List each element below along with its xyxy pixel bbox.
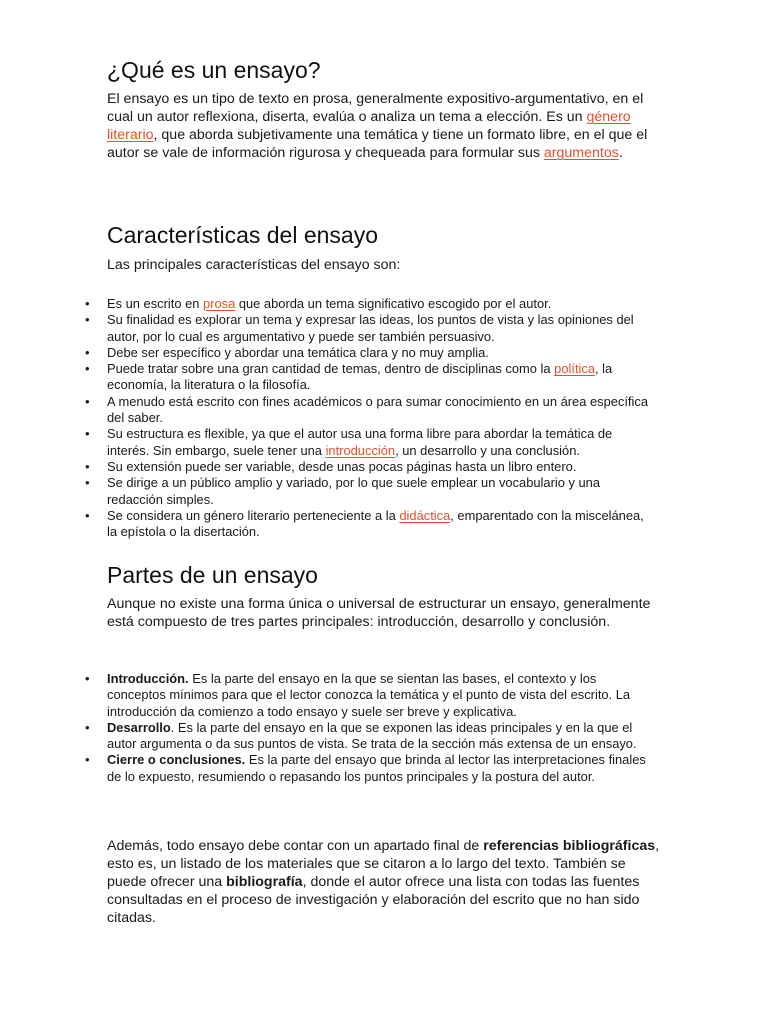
definition-text-1: El ensayo es un tipo de texto en prosa, generalmente expositivo-argumentativo, en el cual un autor reflexiona, diserta, evalúa o analiza un tema a elección. Es un xyxy=(107,91,644,125)
definition-text-2: , que aborda subjetivamente una temática y tiene un formato libre, en el que el autor se vale de información rigurosa y chequeada para formular sus xyxy=(107,127,648,161)
list-item xyxy=(85,426,652,459)
item-text: Se dirige a un público amplio y variado, por lo que suele emplear un vocabulario y una redacción simples. xyxy=(107,475,601,507)
bullet-icon: • xyxy=(85,361,90,377)
bullet-icon: • xyxy=(85,458,90,474)
definition-text-3: . xyxy=(618,145,623,161)
bullet-icon: • xyxy=(85,719,90,735)
bullet-icon: • xyxy=(85,426,90,442)
caracteristicas-list xyxy=(85,296,652,540)
bullet-icon: • xyxy=(85,507,90,523)
partes-list xyxy=(85,671,652,785)
list-item xyxy=(85,296,652,312)
bullet-icon: • xyxy=(85,312,90,328)
item-text: Puede tratar sobre una gran cantidad de temas, dentro de disciplinas como la xyxy=(107,361,555,377)
list-item xyxy=(85,344,652,361)
item-text: Su extensión puede ser variable, desde unas pocas páginas hasta un libro entero. xyxy=(107,458,577,474)
heading-partes: Partes de un ensayo xyxy=(107,562,318,588)
item-text: Debe ser específico y abordar una temática clara y no muy amplia. xyxy=(107,344,489,360)
bullet-icon: • xyxy=(85,475,90,491)
closing-text-3: , donde el autor ofrece una lista con todas las fuentes consultadas en el proceso de investigación y elaboración del escrito que no han sido citadas. xyxy=(107,874,640,926)
closing-text-1: Además, todo ensayo debe contar con un apartado final de xyxy=(107,838,484,854)
item-text: , emparentado con la miscelánea, la epístola o la disertación. xyxy=(107,507,644,540)
item-text: que aborda un tema significativo escogido por el autor. xyxy=(235,296,552,311)
list-item xyxy=(85,752,652,785)
heading-caracteristicas: Características del ensayo xyxy=(107,222,379,248)
bullet-icon: • xyxy=(85,671,90,686)
list-item xyxy=(85,719,652,753)
item-text: Se considera un género literario perteneciente a la xyxy=(107,507,400,523)
bullet-icon: • xyxy=(85,752,90,768)
heading-que-es-un-ensayo: ¿Qué es un ensayo? xyxy=(107,57,321,83)
link-prosa[interactable]: prosa xyxy=(203,296,236,311)
closing-bold-referencias: referencias bibliográficas xyxy=(483,838,656,854)
bullet-icon: • xyxy=(85,344,90,360)
item-text: Es la parte del ensayo en la que se sientan las bases, el contexto y los conceptos mínimos para que el lector conozca la temática y el punto de vista del escrito. La introducción da comienzo a todo ensayo y suele ser breve y explicativa. xyxy=(107,671,631,719)
list-item xyxy=(85,458,652,475)
item-text: , un desarrollo y una conclusión. xyxy=(395,442,580,458)
closing-text-2: , esto es, un listado de los materiales que se citaron a lo largo del texto. También se puede ofrecer una xyxy=(107,838,660,890)
link-genero-literario[interactable]: género literario xyxy=(107,109,631,143)
link-argumentos[interactable]: argumentos xyxy=(543,145,619,161)
closing-bold-bibliografia: bibliografía xyxy=(226,874,303,890)
bullet-icon: • xyxy=(85,296,90,311)
link-politica[interactable]: política xyxy=(554,361,595,377)
list-item xyxy=(85,312,652,345)
bullet-icon: • xyxy=(85,393,90,409)
list-item xyxy=(85,393,652,427)
link-didactica[interactable]: didáctica xyxy=(399,507,451,523)
item-text: Es la parte del ensayo que brinda al lector las interpretaciones finales de lo expuesto, resumiendo o repasando los puntos principales y la postura del autor. xyxy=(107,752,646,784)
link-introduccion[interactable]: introducción xyxy=(325,442,396,458)
list-item xyxy=(85,361,652,394)
list-item xyxy=(85,507,652,541)
part-term-introduccion: Introducción. xyxy=(107,671,189,686)
item-text: A menudo está escrito con fines académicos o para sumar conocimiento en un área específica del saber. xyxy=(107,393,648,426)
partes-intro: Aunque no existe una forma única o universal de estructurar un ensayo, generalmente está compuesto de tres partes principales: introducción, desarrollo y conclusión. xyxy=(107,596,651,630)
item-text: Es un escrito en xyxy=(107,296,204,311)
list-item xyxy=(85,671,652,720)
list-item xyxy=(85,475,652,508)
part-term-cierre: Cierre o conclusiones. xyxy=(107,752,246,768)
item-text: Su estructura es flexible, ya que el autor usa una forma libre para abordar la temática de interés. Sin embargo, suele tener una xyxy=(107,426,613,458)
item-text: . Es la parte del ensayo en la que se exponen las ideas principales y en la que el autor argumenta o da sus puntos de vista. Se trata de la sección más extensa de un ensayo. xyxy=(107,719,637,752)
item-text: , la economía, la literatura o la filosofía. xyxy=(107,361,613,393)
part-term-desarrollo: Desarrollo xyxy=(107,719,171,735)
definition-paragraph xyxy=(107,90,667,162)
item-text: Su finalidad es explorar un tema y expresar las ideas, los puntos de vista y las opiniones del autor, por lo cual es argumentativo y puede ser también persuasivo. xyxy=(107,312,634,344)
caracteristicas-intro: Las principales características del ensayo son: xyxy=(107,257,401,273)
closing-paragraph xyxy=(107,837,662,927)
